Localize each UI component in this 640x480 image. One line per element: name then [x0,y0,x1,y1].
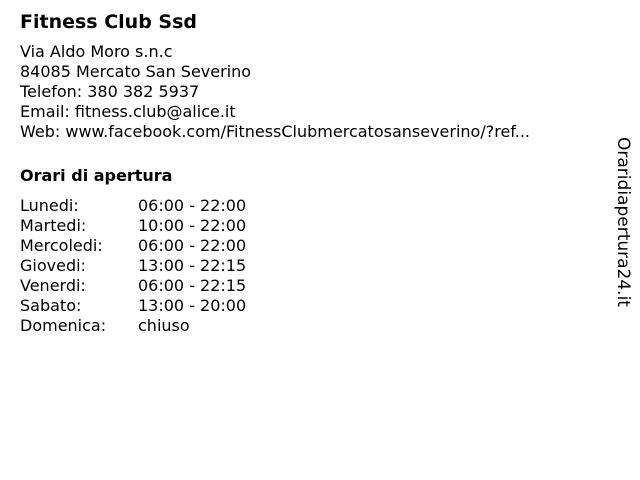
hours-time: 13:00 - 22:15 [138,256,247,275]
business-name: Fitness Club Ssd [20,11,198,33]
hours-day: Giovedi: [20,256,86,275]
hours-row-sunday [20,316,600,336]
hours-row-tuesday [20,216,600,236]
address-street: Via Aldo Moro s.n.c [20,42,173,61]
hours-time: 06:00 - 22:00 [138,236,247,255]
hours-day: Lunedi: [20,196,79,215]
hours-time: 06:00 - 22:15 [138,276,247,295]
hours-row-monday [20,196,600,216]
hours-row-thursday [20,256,600,276]
address-city: 84085 Mercato San Severino [20,62,252,81]
phone-line: Telefon: 380 382 5937 [20,82,200,101]
hours-day: Venerdi: [20,276,86,295]
opening-hours-title: Orari di apertura [20,166,173,185]
hours-day: Domenica: [20,316,107,335]
hours-time: 13:00 - 20:00 [138,296,247,315]
hours-time: 06:00 - 22:00 [138,196,247,215]
email-line: Email: fitness.club@alice.it [20,102,236,121]
hours-time: chiuso [138,316,190,335]
hours-row-friday [20,276,600,296]
web-line: Web: www.facebook.com/FitnessClubmercatosanseverino/?ref... [20,122,531,141]
opening-hours-list [20,196,600,336]
hours-row-wednesday [20,236,600,256]
hours-day: Sabato: [20,296,82,315]
business-card [20,10,600,336]
site-brand-vertical: Oraridiapertura24.it [613,137,633,307]
hours-time: 10:00 - 22:00 [138,216,247,235]
contact-block [20,42,600,142]
hours-day: Mercoledi: [20,236,103,255]
hours-day: Martedi: [20,216,87,235]
hours-row-saturday [20,296,600,316]
